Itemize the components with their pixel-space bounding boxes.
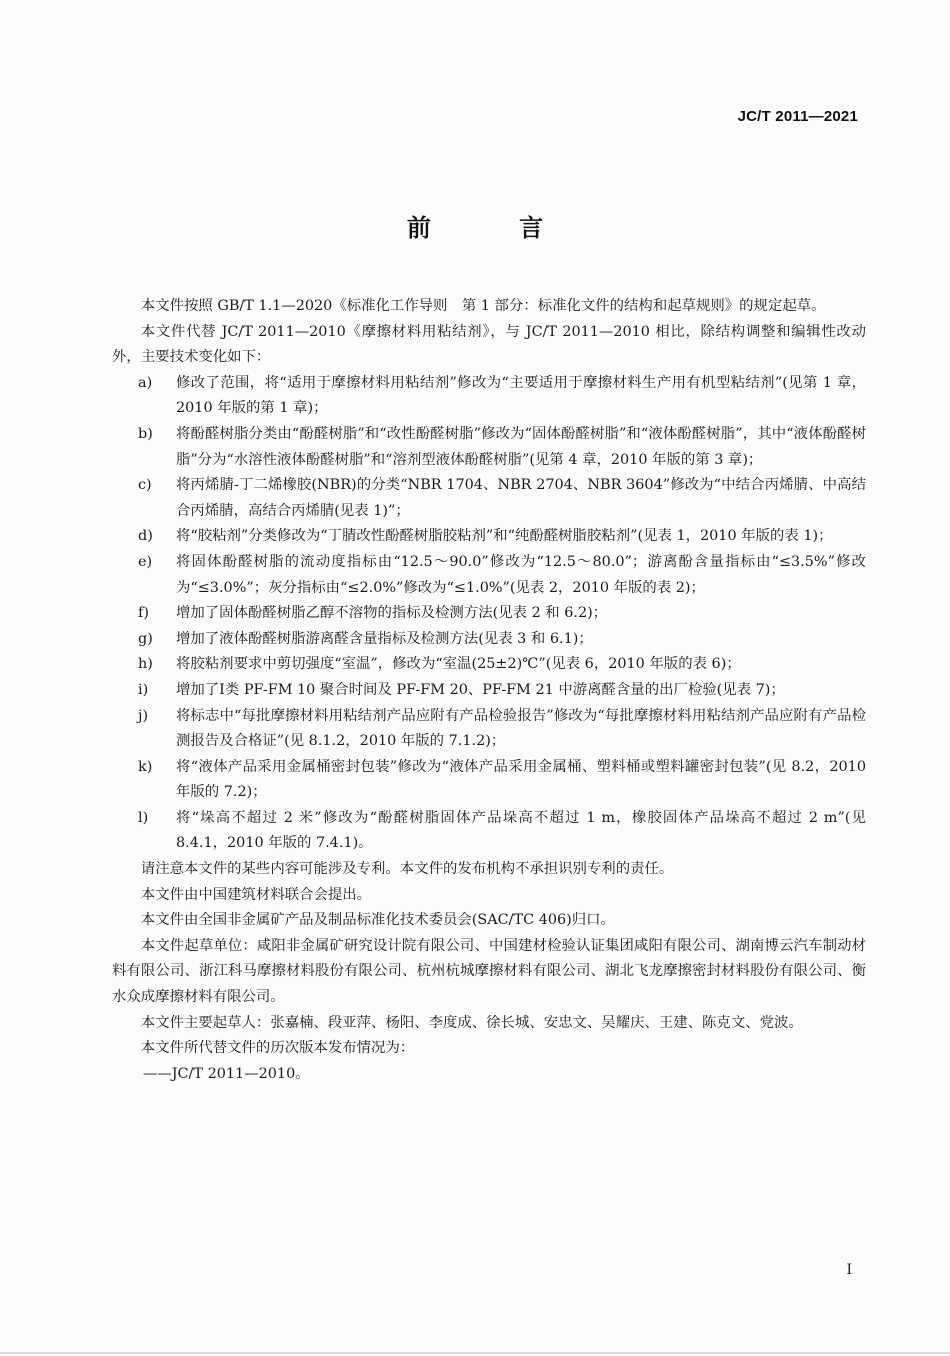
list-item	[112, 704, 866, 755]
list-item	[112, 422, 866, 473]
list-item-text: 增加了液体酚醛树脂游离醛含量指标及检测方法(见表 3 和 6.1)；	[176, 630, 593, 647]
list-item-label: i)	[138, 681, 149, 698]
list-item-text: 将丙烯腈-丁二烯橡胶(NBR)的分类“NBR 1704、NBR 2704、NBR 3604”修改为“中结合丙烯腈、中高结合丙烯腈，高结合丙烯腈(见表 1)”；	[176, 477, 866, 519]
document-code: JC/T 2011—2021	[737, 108, 858, 125]
list-item-label: j)	[138, 707, 149, 724]
list-item	[112, 371, 866, 422]
list-item	[112, 524, 866, 550]
list-item-text: 增加了Ⅰ类 PF-FM 10 聚合时间及 PF-FM 20、PF-FM 21 中游离醛含量的出厂检验(见表 7)；	[176, 681, 785, 698]
page-bottom-edge	[0, 1352, 950, 1354]
list-item	[112, 652, 866, 678]
list-item-label: l)	[138, 809, 149, 826]
history-intro: 本文件所代替文件的历次版本发布情况为：	[140, 1040, 415, 1057]
list-item-label: e)	[138, 553, 153, 570]
page-number: I	[846, 1262, 852, 1278]
list-item	[112, 550, 866, 601]
committee-statement: 本文件由全国非金属矿产品及制品标准化技术委员会(SAC/TC 406)归口。	[140, 912, 615, 929]
list-item-text: 将固体酚醛树脂的流动度指标由“12.5～90.0”修改为“12.5～80.0”；游离酚含量指标由“≤3.5%”修改为“≤3.0%”；灰分指标由“≤2.0%”修改为“≤1.0%”(见表 2，2010 年版的表 2)；	[176, 553, 866, 596]
list-item-text: 将酚醛树脂分类由“酚醛树脂”和“改性酚醛树脂”修改为“固体酚醛树脂”和“液体酚醛树脂”，其中“液体酚醛树脂”分为“水溶性液体酚醛树脂”和“溶剂型液体酚醛树脂”(见第 4 章，2010 年版的第 3 章)；	[176, 425, 866, 468]
list-item-label: h)	[138, 656, 153, 673]
history-item: ——JC/T 2011—2010。	[143, 1065, 310, 1082]
proposer-statement: 本文件由中国建筑材料联合会提出。	[140, 886, 372, 903]
list-item-label: f)	[138, 605, 149, 622]
list-item-text: 将胶粘剂要求中剪切强度“室温”，修改为“室温(25±2)℃”(见表 6，2010 年版的表 6)；	[176, 656, 741, 673]
page-title: 前 言	[406, 214, 584, 242]
list-item-text: 将“垛高不超过 2 米”修改为“酚醛树脂固体产品垛高不超过 1 m，橡胶固体产品垛高不超过 2 m”(见 8.4.1，2010 年版的 7.4.1)。	[176, 809, 866, 852]
list-item-text: 将“液体产品采用金属桶密封包装”修改为“液体产品采用金属桶、塑料桶或塑料罐密封包装”(见 8.2，2010 年版的 7.2)；	[176, 758, 866, 801]
changes-list	[112, 371, 866, 857]
list-item	[112, 627, 866, 653]
document-body	[112, 294, 866, 1087]
list-item-label: c)	[138, 477, 152, 494]
list-item-text: 将标志中“每批摩擦材料用粘结剂产品应附有产品检验报告”修改为“每批摩擦材料用粘结剂产品应附有产品检测报告及合格证”(见 8.1.2，2010 年版的 7.1.2)；	[176, 707, 866, 750]
list-item-text: 修改了范围，将“适用于摩擦材料用粘结剂”修改为“主要适用于摩擦材料生产用有机型粘结剂”(见第 1 章，2010 年版的第 1 章)；	[176, 374, 866, 417]
list-item	[112, 806, 866, 857]
list-item-text: 增加了固体酚醛树脂乙醇不溶物的指标及检测方法(见表 2 和 6.2)；	[176, 605, 608, 622]
intro-paragraph: 本文件代替 JC/T 2011—2010《摩擦材料用粘结剂》，与 JC/T 2011—2010 相比，除结构调整和编辑性改动外，主要技术变化如下：	[112, 323, 866, 366]
main-drafters: 本文件主要起草人：张嘉楠、段亚萍、杨阳、李度成、徐长城、安忠文、吴耀庆、王建、陈克文、党波。	[140, 1014, 803, 1031]
list-item	[112, 755, 866, 806]
list-item-label: d)	[138, 528, 153, 545]
list-item-text: 将“胶粘剂”分类修改为“丁腈改性酚醛树脂胶粘剂”和“纯酚醛树脂胶粘剂”(见表 1，2010 年版的表 1)；	[176, 528, 833, 545]
list-item-label: k)	[138, 758, 153, 775]
list-item	[112, 678, 866, 704]
list-item	[112, 473, 866, 524]
patent-notice: 请注意本文件的某些内容可能涉及专利。本文件的发布机构不承担识别专利的责任。	[140, 861, 674, 878]
list-item-label: b)	[138, 425, 153, 442]
list-item-label: a)	[138, 374, 153, 391]
list-item	[112, 601, 866, 627]
list-item-label: g)	[138, 630, 153, 647]
intro-paragraph: 本文件按照 GB/T 1.1—2020《标准化工作导则 第 1 部分：标准化文件的结构和起草规则》的规定起草。	[140, 298, 826, 314]
drafting-units: 本文件起草单位：咸阳非金属矿研究设计院有限公司、中国建材检验认证集团咸阳有限公司、湖南博云汽车制动材料有限公司、浙江科马摩擦材料股份有限公司、杭州杭城摩擦材料有限公司、湖北飞龙摩擦密封材料股份有限公司、衡水众成摩擦材料有限公司。	[112, 937, 866, 1006]
